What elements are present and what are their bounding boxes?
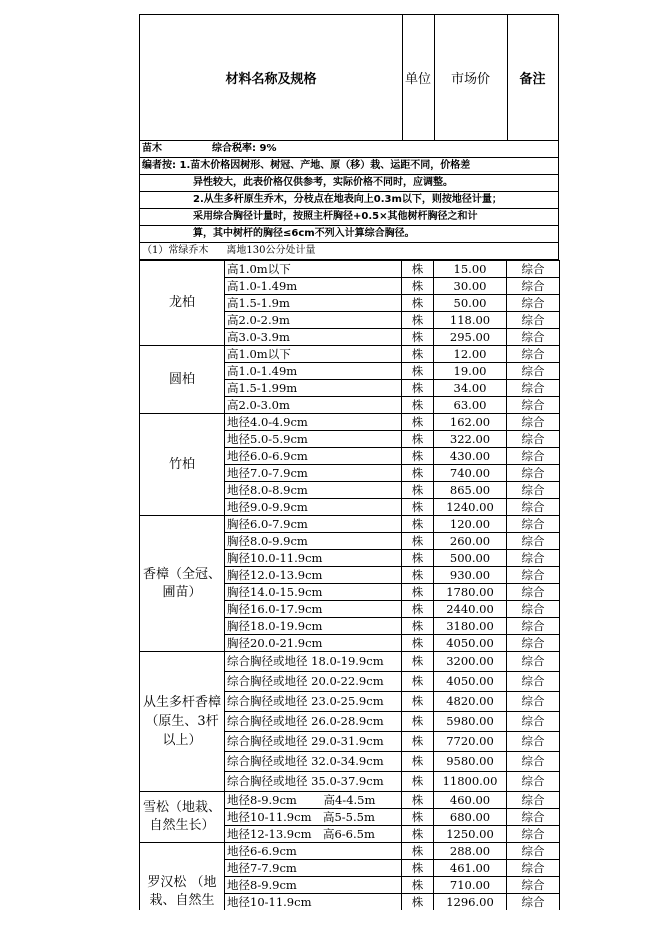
spec-cell: 地径10-11.9cm 高5-5.5m [225, 809, 402, 826]
remark-cell: 综合 [507, 672, 560, 692]
remark-cell: 综合 [507, 792, 560, 809]
spec-cell: 胸径18.0-19.9cm [225, 618, 402, 635]
spec-cell: 综合胸径或地径 32.0-34.9cm [225, 752, 402, 772]
remark-cell: 综合 [507, 414, 560, 431]
price-table [139, 260, 560, 910]
unit-cell: 株 [402, 672, 434, 692]
price-cell: 3180.00 [434, 618, 507, 635]
unit-cell: 株 [402, 261, 434, 278]
spec-cell: 高3.0-3.9m [225, 329, 402, 346]
spec-cell: 地径7.0-7.9cm [225, 465, 402, 482]
unit-cell: 株 [402, 652, 434, 672]
unit-cell: 株 [402, 567, 434, 584]
unit-cell: 株 [402, 278, 434, 295]
spec-cell: 高1.0-1.49m [225, 278, 402, 295]
spec-cell: 高2.0-2.9m [225, 312, 402, 329]
spec-cell: 胸径8.0-9.9cm [225, 533, 402, 550]
unit-cell: 株 [402, 363, 434, 380]
category-line [139, 141, 559, 158]
price-cell: 1780.00 [434, 584, 507, 601]
spec-cell: 胸径6.0-7.9cm [225, 516, 402, 533]
unit-cell: 株 [402, 877, 434, 894]
price-cell: 4050.00 [434, 635, 507, 652]
spec-cell: 综合胸径或地径 26.0-28.9cm [225, 712, 402, 732]
unit-cell: 株 [402, 860, 434, 877]
price-cell: 120.00 [434, 516, 507, 533]
remark-cell: 综合 [507, 601, 560, 618]
spec-cell: 高1.5-1.9m [225, 295, 402, 312]
table-row [140, 843, 560, 860]
unit-cell: 株 [402, 584, 434, 601]
remark-cell: 综合 [507, 380, 560, 397]
remark-cell: 综合 [507, 692, 560, 712]
price-cell: 9580.00 [434, 752, 507, 772]
tax-rate: 综合税率: 9% [212, 143, 277, 154]
price-cell: 5980.00 [434, 712, 507, 732]
unit-cell: 株 [402, 448, 434, 465]
header-market-price: 市场价 [434, 15, 508, 140]
price-cell: 1240.00 [434, 499, 507, 516]
unit-cell: 株 [402, 894, 434, 911]
remark-cell: 综合 [507, 448, 560, 465]
section-subtitle: 离地130公分处计量 [226, 245, 316, 256]
remark-cell: 综合 [507, 894, 560, 911]
spec-cell: 地径8-9.9cm [225, 877, 402, 894]
unit-cell: 株 [402, 792, 434, 809]
spec-cell: 高1.0m以下 [225, 346, 402, 363]
table-row [140, 261, 560, 278]
table-row [140, 346, 560, 363]
price-cell: 500.00 [434, 550, 507, 567]
remark-cell: 综合 [507, 809, 560, 826]
price-sheet [139, 14, 559, 910]
unit-cell: 株 [402, 533, 434, 550]
remark-cell: 综合 [507, 860, 560, 877]
species-name: 竹柏 [140, 414, 225, 516]
spec-cell: 胸径20.0-21.9cm [225, 635, 402, 652]
table-row [140, 516, 560, 533]
remark-cell: 综合 [507, 499, 560, 516]
remark-cell: 综合 [507, 363, 560, 380]
price-cell: 865.00 [434, 482, 507, 499]
section-title: （1）常绿乔木 [142, 245, 209, 256]
price-cell: 7720.00 [434, 732, 507, 752]
spec-cell: 地径6.0-6.9cm [225, 448, 402, 465]
remark-cell: 综合 [507, 752, 560, 772]
unit-cell: 株 [402, 482, 434, 499]
price-cell: 1250.00 [434, 826, 507, 843]
remark-cell: 综合 [507, 772, 560, 792]
species-name: 圆柏 [140, 346, 225, 414]
remark-cell: 综合 [507, 550, 560, 567]
remark-cell: 综合 [507, 618, 560, 635]
spec-cell: 综合胸径或地径 20.0-22.9cm [225, 672, 402, 692]
remark-cell: 综合 [507, 482, 560, 499]
price-cell: 15.00 [434, 261, 507, 278]
remark-cell: 综合 [507, 312, 560, 329]
header-remark: 备注 [519, 72, 546, 87]
spec-cell: 综合胸径或地径 35.0-37.9cm [225, 772, 402, 792]
unit-cell: 株 [402, 329, 434, 346]
price-cell: 30.00 [434, 278, 507, 295]
price-cell: 460.00 [434, 792, 507, 809]
species-name: 香樟（全冠、圃苗） [140, 516, 225, 652]
spec-cell: 地径6-6.9cm [225, 843, 402, 860]
price-cell: 2440.00 [434, 601, 507, 618]
remark-cell: 综合 [507, 278, 560, 295]
remark-cell: 综合 [507, 295, 560, 312]
table-header [139, 14, 559, 141]
spec-cell: 胸径16.0-17.9cm [225, 601, 402, 618]
price-cell: 1296.00 [434, 894, 507, 911]
remark-cell: 综合 [507, 261, 560, 278]
remark-cell: 综合 [507, 635, 560, 652]
species-name: 罗汉松 （地栽、自然生 [140, 843, 225, 911]
price-cell: 430.00 [434, 448, 507, 465]
price-cell: 461.00 [434, 860, 507, 877]
spec-cell: 综合胸径或地径 18.0-19.9cm [225, 652, 402, 672]
editor-note-2c: 算，其中树杆的胸径≤6cm不列入计算综合胸径。 [139, 226, 559, 243]
editor-note-2b: 采用综合胸径计量时，按照主杆胸径+0.5×其他树杆胸径之和计 [139, 209, 559, 226]
spec-cell: 地径4.0-4.9cm [225, 414, 402, 431]
unit-cell: 株 [402, 732, 434, 752]
category-label: 苗木 [142, 143, 162, 154]
unit-cell: 株 [402, 712, 434, 732]
remark-cell: 综合 [507, 431, 560, 448]
unit-cell: 株 [402, 414, 434, 431]
spec-cell: 地径12-13.9cm 高6-6.5m [225, 826, 402, 843]
price-cell: 260.00 [434, 533, 507, 550]
spec-cell: 地径5.0-5.9cm [225, 431, 402, 448]
remark-cell: 综合 [507, 652, 560, 672]
section-line [139, 243, 559, 260]
unit-cell: 株 [402, 312, 434, 329]
price-cell: 4050.00 [434, 672, 507, 692]
remark-cell: 综合 [507, 843, 560, 860]
remark-cell: 综合 [507, 397, 560, 414]
unit-cell: 株 [402, 601, 434, 618]
unit-cell: 株 [402, 809, 434, 826]
editor-note-1b: 异性较大，此表价格仅供参考，实际价格不同时，应调整。 [139, 175, 559, 192]
price-cell: 11800.00 [434, 772, 507, 792]
spec-cell: 综合胸径或地径 23.0-25.9cm [225, 692, 402, 712]
spec-cell: 高1.5-1.99m [225, 380, 402, 397]
price-cell: 19.00 [434, 363, 507, 380]
price-cell: 118.00 [434, 312, 507, 329]
price-cell: 4820.00 [434, 692, 507, 712]
spec-cell: 地径9.0-9.9cm [225, 499, 402, 516]
unit-cell: 株 [402, 295, 434, 312]
unit-cell: 株 [402, 499, 434, 516]
spec-cell: 胸径12.0-13.9cm [225, 567, 402, 584]
editor-note-2a: 2.从生多杆原生乔木，分枝点在地表向上0.3m以下，则按地径计量； [139, 192, 559, 209]
remark-cell: 综合 [507, 712, 560, 732]
table-row [140, 414, 560, 431]
unit-cell: 株 [402, 465, 434, 482]
remark-cell: 综合 [507, 465, 560, 482]
remark-cell: 综合 [507, 877, 560, 894]
table-row [140, 792, 560, 809]
remark-cell: 综合 [507, 329, 560, 346]
unit-cell: 株 [402, 397, 434, 414]
price-cell: 710.00 [434, 877, 507, 894]
unit-cell: 株 [402, 752, 434, 772]
spec-cell: 胸径14.0-15.9cm [225, 584, 402, 601]
spec-cell: 高1.0-1.49m [225, 363, 402, 380]
remark-cell: 综合 [507, 567, 560, 584]
species-name: 从生多杆香樟（原生、3杆以上） [140, 652, 225, 792]
header-name-spec: 材料名称及规格 [140, 15, 403, 140]
spec-cell: 地径8-9.9cm 高4-4.5m [225, 792, 402, 809]
unit-cell: 株 [402, 618, 434, 635]
remark-cell: 综合 [507, 826, 560, 843]
remark-cell: 综合 [507, 533, 560, 550]
unit-cell: 株 [402, 635, 434, 652]
price-cell: 740.00 [434, 465, 507, 482]
spec-cell: 综合胸径或地径 29.0-31.9cm [225, 732, 402, 752]
unit-cell: 株 [402, 346, 434, 363]
remark-cell: 综合 [507, 584, 560, 601]
price-cell: 50.00 [434, 295, 507, 312]
price-cell: 3200.00 [434, 652, 507, 672]
unit-cell: 株 [402, 826, 434, 843]
price-cell: 288.00 [434, 843, 507, 860]
unit-cell: 株 [402, 516, 434, 533]
price-cell: 63.00 [434, 397, 507, 414]
remark-cell: 综合 [507, 732, 560, 752]
unit-cell: 株 [402, 431, 434, 448]
spec-cell: 地径8.0-8.9cm [225, 482, 402, 499]
spec-cell: 高2.0-3.0m [225, 397, 402, 414]
price-cell: 930.00 [434, 567, 507, 584]
unit-cell: 株 [402, 380, 434, 397]
spec-cell: 地径7-7.9cm [225, 860, 402, 877]
table-row [140, 652, 560, 672]
price-cell: 34.00 [434, 380, 507, 397]
unit-cell: 株 [402, 843, 434, 860]
species-name: 龙柏 [140, 261, 225, 346]
spec-cell: 地径10-11.9cm [225, 894, 402, 911]
price-cell: 322.00 [434, 431, 507, 448]
price-cell: 680.00 [434, 809, 507, 826]
price-cell: 12.00 [434, 346, 507, 363]
remark-cell: 综合 [507, 516, 560, 533]
unit-cell: 株 [402, 692, 434, 712]
unit-cell: 株 [402, 550, 434, 567]
spec-cell: 高1.0m以下 [225, 261, 402, 278]
spec-cell: 胸径10.0-11.9cm [225, 550, 402, 567]
price-cell: 162.00 [434, 414, 507, 431]
editor-note-1a: 编者按: 1.苗木价格因树形、树冠、产地、原（移）栽、运距不同，价格差 [139, 158, 559, 175]
species-name: 雪松（地栽、自然生长） [140, 792, 225, 843]
remark-cell: 综合 [507, 346, 560, 363]
unit-cell: 株 [402, 772, 434, 792]
header-unit: 单位 [402, 15, 435, 140]
price-cell: 295.00 [434, 329, 507, 346]
